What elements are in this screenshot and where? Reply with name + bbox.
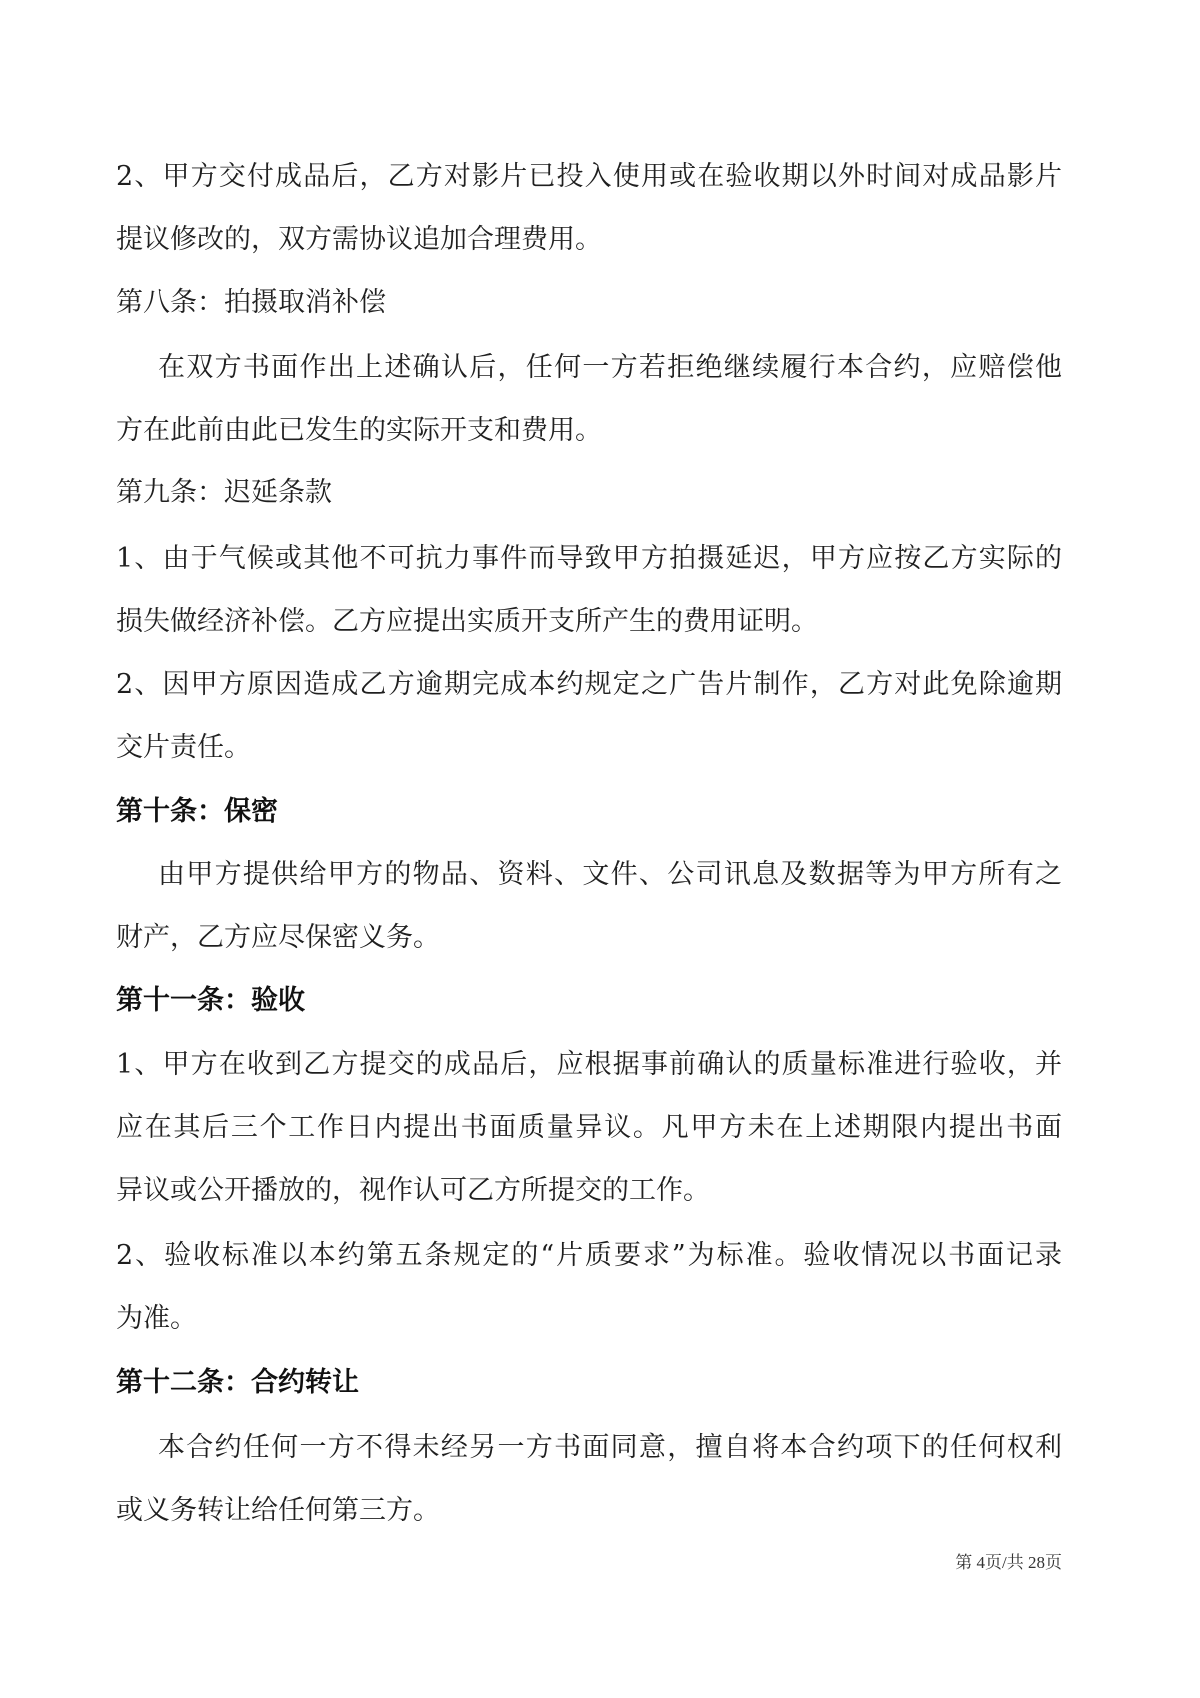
clause-11-heading: 第十一条：验收 [116,985,305,1016]
clause-10-heading: 第十条：保密 [116,796,278,827]
clause-11-item-1-line-1: 1、甲方在收到乙方提交的成品后，应根据事前确认的质量标准进行验收，并 [116,1049,1062,1080]
page-number-footer: 第 4页/共 28页 [955,1553,1062,1572]
clause-9-item-1-line-2: 损失做经济补偿。乙方应提出实质开支所产生的费用证明。 [116,606,818,637]
clause-11-item-1-line-3: 异议或公开播放的，视作认可乙方所提交的工作。 [116,1175,710,1206]
clause-9-heading: 第九条：迟延条款 [116,477,332,508]
clause-11-item-1-line-2: 应在其后三个工作日内提出书面质量异议。凡甲方未在上述期限内提出书面 [116,1112,1062,1143]
clause-7-item-2-line-2: 提议修改的，双方需协议追加合理费用。 [116,224,602,255]
clause-12-paragraph-line-2: 或义务转让给任何第三方。 [116,1495,440,1526]
clause-8-paragraph-line-1: 在双方书面作出上述确认后，任何一方若拒绝继续履行本合约，应赔偿他 [158,352,1062,383]
clause-8-paragraph-line-2: 方在此前由此已发生的实际开支和费用。 [116,415,602,446]
clause-10-paragraph-line-1: 由甲方提供给甲方的物品、资料、文件、公司讯息及数据等为甲方所有之 [158,859,1062,890]
clause-7-item-2-line-1: 2、甲方交付成品后，乙方对影片已投入使用或在验收期以外时间对成品影片 [116,161,1062,192]
clause-10-paragraph-line-2: 财产，乙方应尽保密义务。 [116,922,440,953]
clause-9-item-2-line-1: 2、因甲方原因造成乙方逾期完成本约规定之广告片制作，乙方对此免除逾期 [116,669,1062,700]
clause-8-heading: 第八条：拍摄取消补偿 [116,287,386,318]
clause-9-item-2-line-2: 交片责任。 [116,732,251,763]
clause-12-heading: 第十二条：合约转让 [116,1367,359,1398]
clause-11-item-2-line-2: 为准。 [116,1303,197,1334]
clause-12-paragraph-line-1: 本合约任何一方不得未经另一方书面同意，擅自将本合约项下的任何权利 [158,1432,1062,1463]
clause-11-item-2-line-1: 2、验收标准以本约第五条规定的“片质要求”为标准。验收情况以书面记录 [116,1240,1062,1271]
clause-9-item-1-line-1: 1、由于气候或其他不可抗力事件而导致甲方拍摄延迟，甲方应按乙方实际的 [116,543,1062,574]
